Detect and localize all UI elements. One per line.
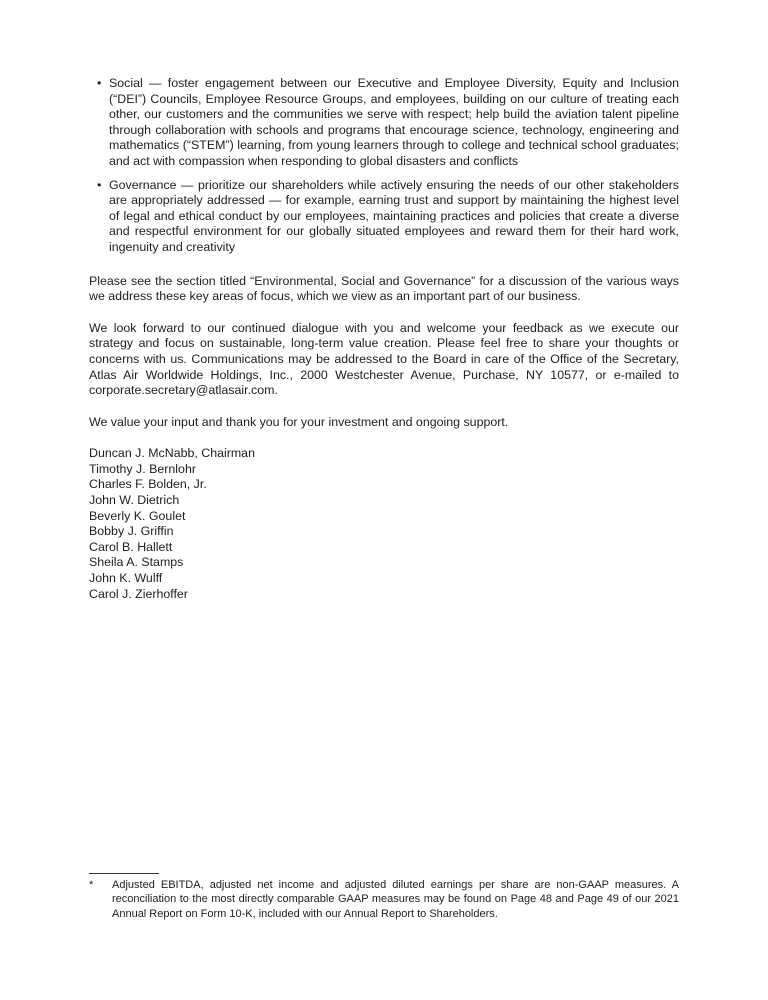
signer-name: John W. Dietrich (89, 493, 180, 508)
footnote-text: Adjusted EBITDA, adjusted net income and adjusted diluted earnings per share are non-GAAP measures. A reconciliation to the most directly comparable GAAP measures may be found on Page 48 and Page 49 of our 2021 Annual Report on Form 10-K, included with our Annual Report to Shareholders. (112, 879, 679, 920)
signer-name: Beverly K. Goulet (89, 508, 186, 523)
signer-name: Duncan J. McNabb, Chairman (89, 446, 255, 461)
signer-name: Carol B. Hallett (89, 539, 173, 554)
social-bullet-text: Social — foster engagement between our Executive and Employee Diversity, Equity and Inclusion (“DEI”) Councils, Employee Resource Groups, and employees, building on our culture of treating each other, our customers and the communities we serve with respect; help build the aviation talent pipeline through collaboration with schools and programs that encourage science, technology, engineering and mathematics (“STEM”) learning, from young learners through to college and technical school graduates; and act with compassion when responding to global disasters and conflicts (109, 76, 679, 168)
governance-bullet-text: Governance — prioritize our shareholders while actively ensuring the needs of our other stakeholders are appropriately addressed — for example, earning trust and support by maintaining the highest level of legal and ethical conduct by our employees, maintaining practices and policies that create a diverse and respectful environment for our globally situated employees and reward them for their hard work, ingenuity and creativity (109, 177, 679, 254)
signer-name: Carol J. Zierhoffer (89, 586, 188, 601)
signer-name: Bobby J. Griffin (89, 524, 174, 539)
thank-you-paragraph: We value your input and thank you for your investment and ongoing support. (89, 414, 509, 429)
signer-name: John K. Wulff (89, 571, 163, 586)
footnote-mark: * (89, 879, 94, 891)
list-item-governance (89, 178, 679, 256)
dialogue-paragraph: We look forward to our continued dialogue with you and welcome your feedback as we execute our strategy and focus on sustainable, long-term value creation. Please feel free to share your thoughts or concerns with us. Communications may be addressed to the Board in care of the Office of the Secretary, Atlas Air Worldwide Holdings, Inc., 2000 Westchester Avenue, Purchase, NY 10577, or e-mailed to corporate.secretary@atlasair.com. (89, 320, 679, 398)
bullet-marker: • (97, 177, 102, 192)
esg-reference-paragraph: Please see the section titled “Environmental, Social and Governance” for a discussion of the various ways we address these key areas of focus, which we view as an important part of our business. (89, 273, 679, 304)
signer-name: Timothy J. Bernlohr (89, 461, 196, 476)
board-signatories (89, 446, 679, 602)
footnote (89, 878, 679, 921)
focus-areas-list (89, 76, 679, 256)
signer-name: Charles F. Bolden, Jr. (89, 477, 207, 492)
signer-name: Sheila A. Stamps (89, 555, 184, 570)
list-item-social (89, 76, 679, 170)
footnote-divider (89, 873, 159, 874)
letter-body (89, 76, 679, 602)
bullet-marker: • (97, 76, 102, 90)
